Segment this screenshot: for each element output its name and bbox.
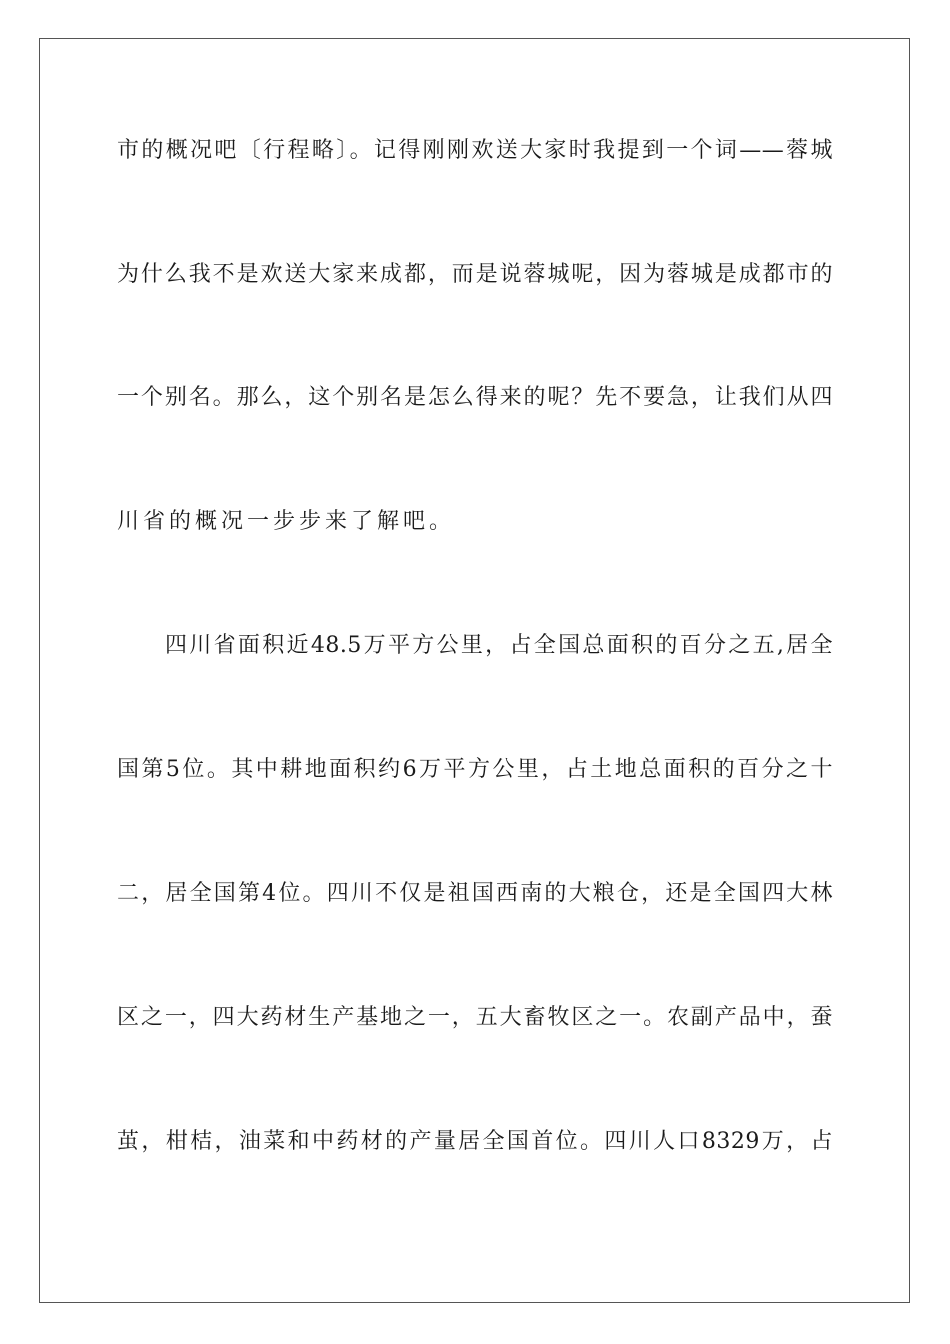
text-line-4: 川省的概况一步步来了解吧。 bbox=[117, 509, 456, 534]
paragraph-2-first-line: 四川省面积近48.5万平方公里，占全国总面积的百分之五,居全 bbox=[165, 633, 833, 658]
text-line-8: 区之一，四大药材生产基地之一，五大畜牧区之一。农副产品中，蚕 bbox=[117, 1005, 833, 1030]
text-line-2: 为什么我不是欢送大家来成都，而是说蓉城呢，因为蓉城是成都市的 bbox=[117, 262, 833, 287]
text-line-7: 二，居全国第4位。四川不仅是祖国西南的大粮仓，还是全国四大林 bbox=[117, 881, 833, 906]
text-line-3: 一个别名。那么，这个别名是怎么得来的呢？先不要急，让我们从四 bbox=[117, 385, 833, 410]
page-border bbox=[39, 38, 910, 1303]
text-line-6: 国第5位。其中耕地面积约6万平方公里，占土地总面积的百分之十 bbox=[117, 757, 833, 782]
text-line-1: 市的概况吧〔行程略〕。记得刚刚欢送大家时我提到一个词——蓉城 bbox=[117, 138, 833, 163]
text-line-9: 茧，柑桔，油菜和中药材的产量居全国首位。四川人口8329万，占 bbox=[117, 1129, 833, 1154]
